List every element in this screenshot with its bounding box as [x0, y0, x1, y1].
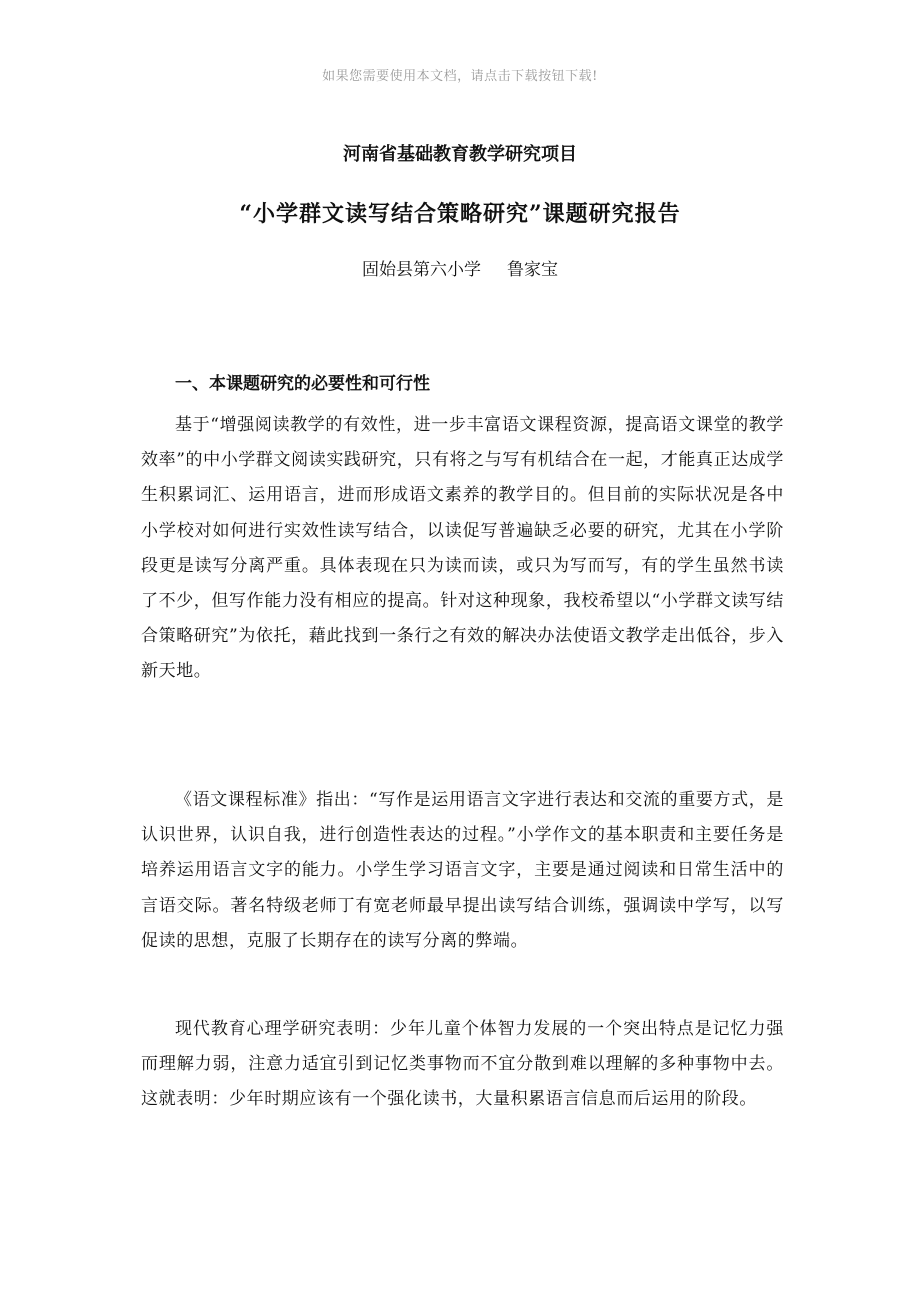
download-watermark: 如果您需要使用本文档，请点击下载按钮下载! [322, 69, 598, 84]
paragraph-psychology: 现代教育心理学研究表明：少年儿童个体智力发展的一个突出特点是记忆力强而理解力弱，注意力适宜引到记忆类事物而不宜分散到难以理解的多种事物中去。这就表明：少年时期应该有一个强化读书，大量积累语言信息而后运用的阶段。 [141, 1019, 784, 1110]
report-title: “小学群文读写结合策略研究”课题研究报告 [239, 201, 681, 227]
project-title: 河南省基础教育教学研究项目 [343, 144, 577, 165]
paragraph-curriculum-standard: 《语文课程标准》指出：“写作是运用语言文字进行表达和交流的重要方式，是认识世界，认识自我，进行创造性表达的过程。”小学作文的基本职责和主要任务是培养运用语言文字的能力。小学生学习语言文字，主要是通过阅读和日常生活中的言语交际。著名特级老师丁有宽老师最早提出读写结合训练，强调读中学写，以写促读的思想，克服了长期存在的读写分离的弊端。 [141, 790, 784, 951]
author-name: 鲁家宝 [507, 260, 558, 280]
section-heading: 一、本课题研究的必要性和可行性 [175, 374, 430, 394]
paragraph-necessity: 基于“增强阅读教学的有效性，进一步丰富语文课程资源，提高语文课堂的教学效率”的中小学群文阅读实践研究，只有将之与写有机结合在一起，才能真正达成学生积累词汇、运用语言，进而形成语文素养的教学目的。但目前的实际状况是各中小学校对如何进行实效性读写结合，以读促写普遍缺乏必要的研究，尤其在小学阶段更是读写分离严重。具体表现在只为读而读，或只为写而写，有的学生虽然书读了不少，但写作能力没有相应的提高。针对这种现象，我校希望以“小学群文读写结合策略研究”为依托，藉此找到一条行之有效的解决办法使语文教学走出低谷，步入新天地。 [141, 415, 784, 682]
author-school: 固始县第六小学 [362, 260, 481, 280]
author-line [0, 255, 920, 280]
